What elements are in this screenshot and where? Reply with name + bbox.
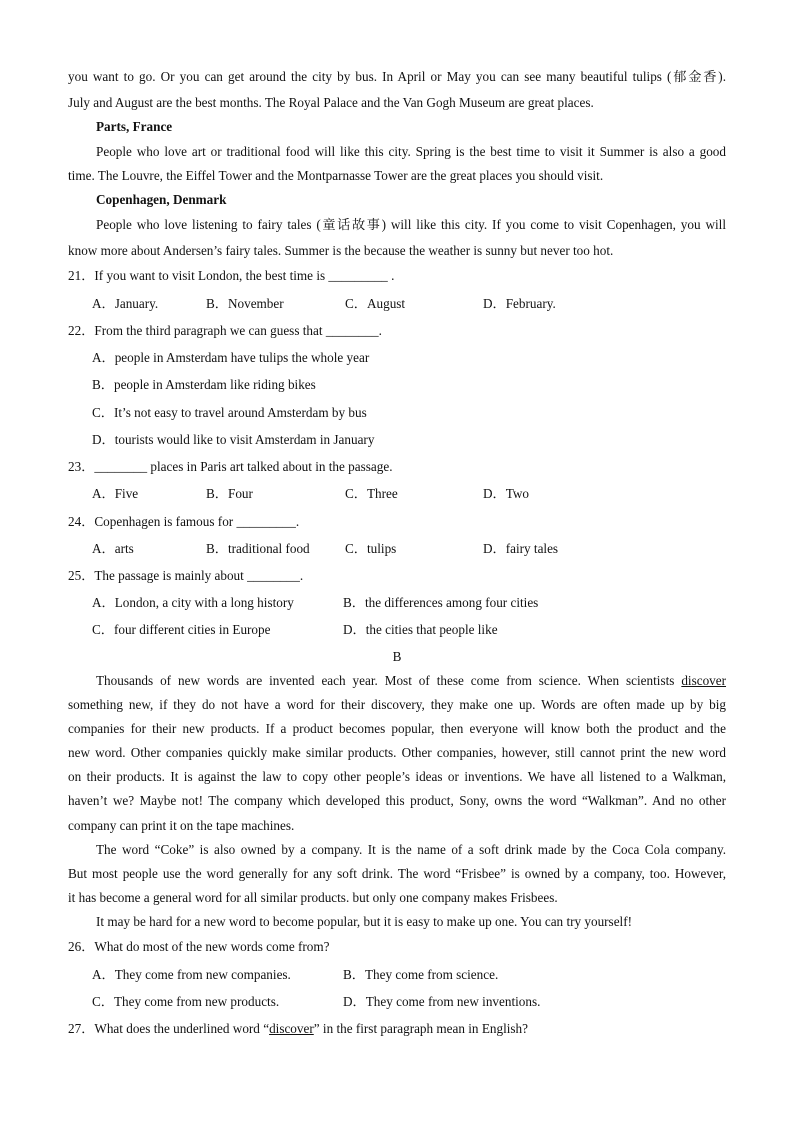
option: C．Three bbox=[345, 486, 398, 501]
option: A．Five bbox=[92, 486, 139, 501]
text-line: something new, if they do not have a word for their discovery, they make one up. Words are often made up by big bbox=[68, 697, 726, 712]
option: C．August bbox=[345, 296, 406, 311]
text-line: But most people use the word generally for any soft drink. The word “Frisbee” is owned by a company, too. However, bbox=[68, 866, 726, 881]
underlined-word: discover bbox=[269, 1021, 314, 1036]
question-stem: 21．If you want to visit London, the best time is _________ . bbox=[68, 268, 395, 283]
text-line: you want to go. Or you can get around the city by bus. In April or May you can see many beautiful tulips (郁金香). bbox=[68, 69, 726, 84]
option: D．February. bbox=[483, 296, 556, 311]
option: C．They come from new products. bbox=[92, 994, 280, 1009]
option: D．Two bbox=[483, 486, 529, 501]
text: Thousands of new words are invented each year. Most of these come from science. When scientists bbox=[96, 673, 675, 688]
option: A．January. bbox=[92, 296, 159, 311]
text: ” in the first paragraph mean in English? bbox=[313, 1021, 528, 1036]
text-line: haven’t we? Maybe not! The company which developed this product, Sony, owns the word “Walkman”. And no other bbox=[68, 793, 726, 808]
text-line: companies for their new products. If a product becomes popular, then everyone will know both the product and the bbox=[68, 721, 726, 736]
text-line: new word. Other companies quickly make similar products. Other companies, however, still cannot print the new word bbox=[68, 745, 726, 760]
text-line: People who love listening to fairy tales (童话故事) will like this city. If you come to visit Copenhagen, you will bbox=[96, 217, 726, 232]
text-line bbox=[96, 673, 726, 689]
section-label: B bbox=[392, 649, 402, 664]
question-stem: 25．The passage is mainly about ________. bbox=[68, 568, 304, 583]
option: B．the differences among four cities bbox=[343, 595, 539, 610]
option: A．London, a city with a long history bbox=[92, 595, 294, 610]
option: B．people in Amsterdam like riding bikes bbox=[92, 377, 316, 392]
text-line: company can print it on the tape machines. bbox=[68, 818, 295, 833]
text-line: The word “Coke” is also owned by a company. It is the name of a soft drink made by the Coca Cola company. bbox=[96, 842, 726, 857]
option: D．fairy tales bbox=[483, 541, 559, 556]
option: A．people in Amsterdam have tulips the whole year bbox=[92, 350, 370, 365]
text-line: it has become a general word for all similar products. but only one company makes Frisbees. bbox=[68, 890, 558, 905]
text-line: July and August are the best months. The Royal Palace and the Van Gogh Museum are great places. bbox=[68, 95, 594, 110]
text-line: It may be hard for a new word to become popular, but it is easy to make up one. You can try yourself! bbox=[96, 914, 632, 929]
underlined-word: discover bbox=[681, 673, 727, 688]
text-line: time. The Louvre, the Eiffel Tower and the Montparnasse Tower are the great places you should visit. bbox=[68, 168, 604, 183]
option: C．tulips bbox=[345, 541, 397, 556]
question-stem: 26．What do most of the new words come from? bbox=[68, 939, 330, 954]
option: D．tourists would like to visit Amsterdam in January bbox=[92, 432, 375, 447]
question-stem: 22．From the third paragraph we can guess that ________. bbox=[68, 323, 382, 338]
text-line: on their products. It is against the law to copy other people’s ideas or inventions. We have all listened to a Walkman, bbox=[68, 769, 726, 784]
question-stem: 23．________ places in Paris art talked about in the passage. bbox=[68, 459, 393, 474]
text-line: People who love art or traditional food will like this city. Spring is the best time to visit it Summer is also a good bbox=[96, 144, 726, 159]
option: B．traditional food bbox=[206, 541, 310, 556]
option: B．Four bbox=[206, 486, 253, 501]
option: B．They come from science. bbox=[343, 967, 499, 982]
option: D．They come from new inventions. bbox=[343, 994, 541, 1009]
text-line: know more about Andersen’s fairy tales. Summer is the because the weather is sunny but never too hot. bbox=[68, 243, 614, 258]
question-stem: 24．Copenhagen is famous for _________. bbox=[68, 514, 300, 529]
option: A．arts bbox=[92, 541, 134, 556]
option: A．They come from new companies. bbox=[92, 967, 291, 982]
question-stem bbox=[68, 1021, 726, 1037]
section-heading: Parts, France bbox=[96, 119, 173, 134]
option: C．It’s not easy to travel around Amsterdam by bus bbox=[92, 405, 367, 420]
section-heading: Copenhagen, Denmark bbox=[96, 192, 227, 207]
option: C．four different cities in Europe bbox=[92, 622, 271, 637]
option: D．the cities that people like bbox=[343, 622, 498, 637]
text: 27．What does the underlined word “ bbox=[68, 1021, 270, 1036]
option: B．November bbox=[206, 296, 284, 311]
